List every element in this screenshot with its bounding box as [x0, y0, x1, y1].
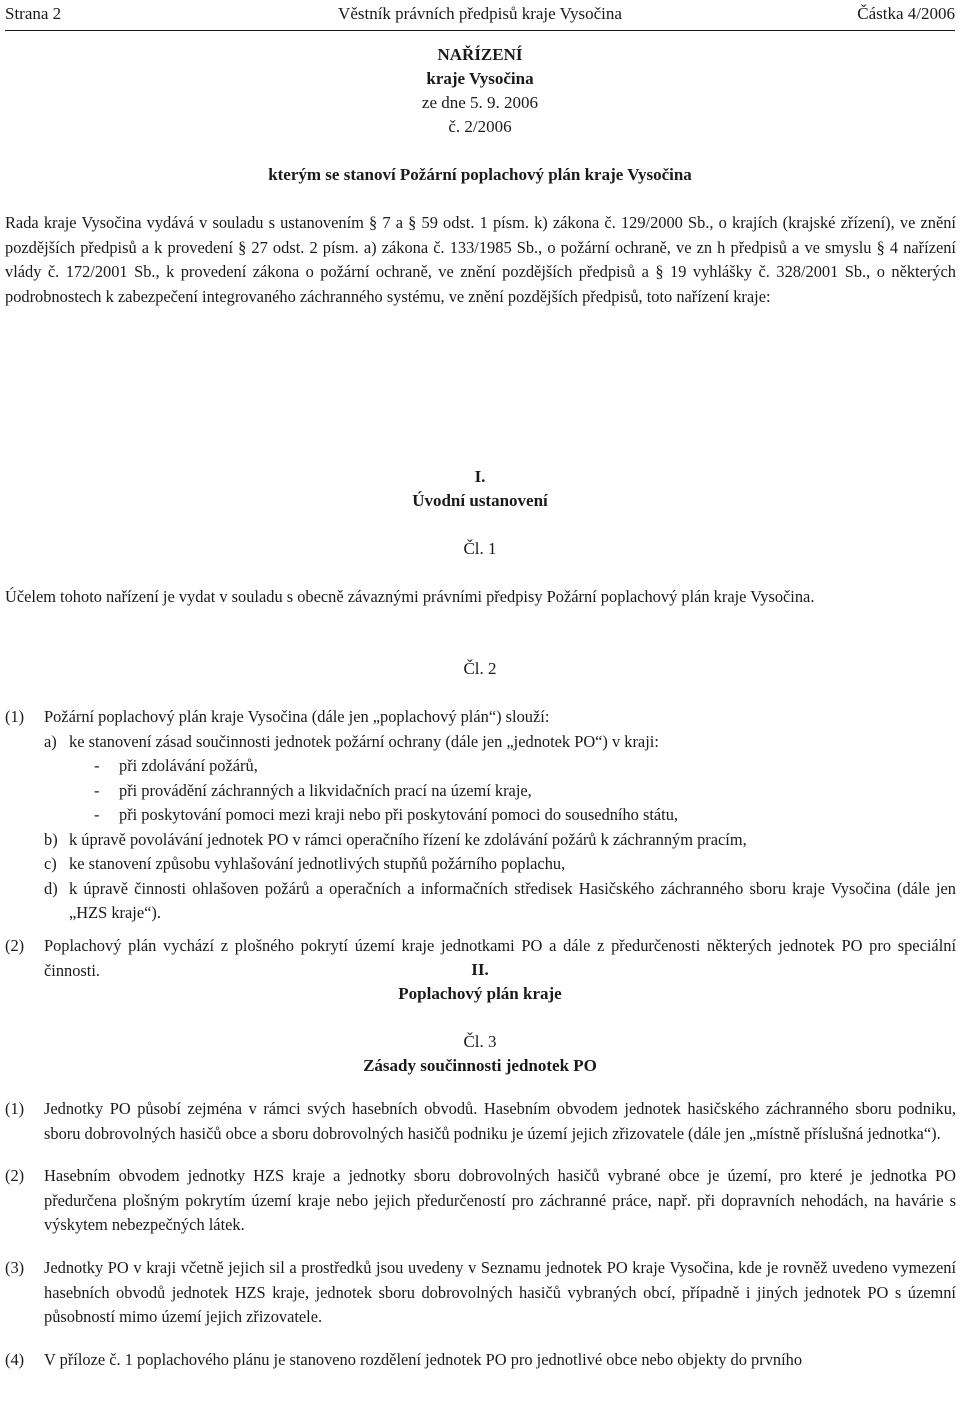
list-item-label: a)	[44, 731, 57, 751]
list-item	[44, 852, 956, 877]
article-3-heading: Čl. 3	[463, 1032, 497, 1051]
paragraph-text: Hasebním obvodem jednotky HZS kraje a jednotky sboru dobrovolných hasičů vybrané obce je území, pro které je jednotka PO předurčena plošným pokrytím území kraje nebo jejich předurčeností pro záchranné práce, např. při dopravních nehodách, na havárie s výskytem nebezpečných látek.	[44, 1166, 956, 1234]
header-divider	[5, 30, 955, 31]
article-1-text: Účelem tohoto nařízení je vydat v souladu s obecně závaznými právními předpisy Požární poplachový plán kraje Vysočina.	[5, 587, 815, 606]
article-2-heading: Čl. 2	[463, 659, 497, 678]
sub-list-item	[94, 779, 956, 804]
list-item-label: c)	[44, 854, 57, 873]
part-1-title: Úvodní ustanovení	[412, 491, 548, 510]
part-1-number: I.	[474, 467, 486, 486]
paragraph-number: (1)	[5, 707, 25, 726]
part-2-number: II.	[471, 960, 489, 979]
list-item-text: k úpravě povolávání jednotek PO v rámci operačního řízení ke zdolávání požárů k záchranným pracím,	[69, 829, 747, 849]
header-page-number: Strana 2	[5, 4, 62, 23]
paragraph-number: (4)	[5, 1350, 25, 1369]
article-2-paragraph-1	[5, 705, 956, 926]
article-3-paragraph-1	[5, 1097, 956, 1146]
paragraph-text: V příloze č. 1 poplachového plánu je stanoveno rozdělení jednotek PO pro jednotlivé obce nebo objekty do prvního	[44, 1350, 803, 1369]
header-issue: Částka 4/2006	[857, 4, 955, 23]
preamble: Rada kraje Vysočina vydává v souladu s ustanovením § 7 a § 59 odst. 1 písm. k) zákona č. 129/2000 Sb., o krajích (krajské zřízení), ve znění pozdějších předpisů a k provedení § 27 odst. 2 písm. a) zákona č. 133/1985 Sb., o požární ochraně, ve zn h předpisů a ve smyslu § 4 nařízení vlády č. 172/2001 Sb., k provedení zákona o požární ochraně, ve znění pozdějších předpisů a § 19 vyhlášky č. 328/2001 Sb., o některých podrobnostech k zabezpečení integrovaného záchranného systému, ve znění pozdějších předpisů, toto nařízení kraje:	[5, 213, 956, 306]
list-item	[44, 730, 956, 828]
list-item-label: b)	[44, 829, 58, 849]
list-item	[44, 877, 956, 926]
title-line-2: kraje Vysočina	[426, 69, 534, 88]
sub-list-bullet: -	[94, 780, 100, 800]
paragraph-text: Jednotky PO působí zejména v rámci svých hasebních obvodů. Hasebním obvodem jednotek hasičského záchranného sboru podniku, sboru dobrovolných hasičů obce a sboru dobrovolných hasičů podniku je území jejich zřizovatele (dále jen „místně příslušná jednotka“).	[44, 1099, 956, 1143]
sub-list-item	[94, 803, 956, 828]
header-journal-title: Věstník právních předpisů kraje Vysočina	[338, 4, 622, 23]
paragraph-text: Jednotky PO v kraji včetně jejich sil a prostředků jsou uvedeny v Seznamu jednotek PO kraje Vysočina, kde je rovněž uvedeno vymezení hasebních obvodů jednotek HZS kraje, jednotek sboru dobrovolných hasičů vybraných obcí, případně i jiných jednotek PO s územní působností mimo území jejich zřizovatele.	[44, 1258, 956, 1326]
sub-list-text: při zdolávání požárů,	[119, 756, 258, 775]
list-item-text: ke stanovení způsobu vyhlašování jednotlivých stupňů požárního poplachu,	[69, 854, 566, 873]
title-number: č. 2/2006	[448, 117, 512, 136]
article-3-paragraph-4	[5, 1348, 956, 1373]
sub-list-bullet: -	[94, 756, 100, 775]
paragraph-text: Poplachový plán vychází z plošného pokrytí území kraje jednotkami PO a dále z předurčenosti některých jednotek PO pro speciální činnosti.	[44, 936, 956, 980]
paragraph-number: (2)	[5, 936, 25, 955]
title-date: ze dne 5. 9. 2006	[421, 93, 539, 112]
paragraph-number: (2)	[5, 1166, 25, 1185]
paragraph-number: (1)	[5, 1099, 25, 1118]
list-item-label: d)	[44, 878, 58, 898]
sub-list	[69, 754, 956, 828]
sub-list-bullet: -	[94, 805, 100, 824]
regulation-subject: kterým se stanoví Požární poplachový plán kraje Vysočina	[268, 165, 692, 184]
article-3-paragraph-3	[5, 1256, 956, 1330]
page-header	[5, 2, 955, 28]
sub-list-text: při poskytování pomoci mezi kraji nebo při poskytování pomoci do sousedního státu,	[119, 805, 679, 824]
title-line-1: NAŘÍZENÍ	[437, 45, 523, 64]
list-item-text: k úpravě činnosti ohlašoven požárů a operačních a informačních středisek Hasičského záchranného sboru kraje Vysočina (dále jen „HZS kraje“).	[69, 878, 956, 922]
article-1-heading: Čl. 1	[463, 539, 497, 558]
part-2-title: Poplachový plán kraje	[398, 984, 562, 1003]
list-item-text: ke stanovení zásad součinnosti jednotek požární ochrany (dále jen „jednotek PO“) v kraji:	[69, 731, 659, 751]
list-item	[44, 828, 956, 853]
article-3-subtitle: Zásady součinnosti jednotek PO	[363, 1056, 597, 1075]
regulation-title	[0, 43, 960, 139]
article-3-paragraph-2	[5, 1164, 956, 1238]
sub-list-item	[94, 754, 956, 779]
paragraph-number: (3)	[5, 1258, 25, 1277]
sub-list-text: při provádění záchranných a likvidačních prací na území kraje,	[119, 780, 532, 800]
paragraph-lead: Požární poplachový plán kraje Vysočina (dále jen „poplachový plán“) slouží:	[44, 707, 550, 726]
